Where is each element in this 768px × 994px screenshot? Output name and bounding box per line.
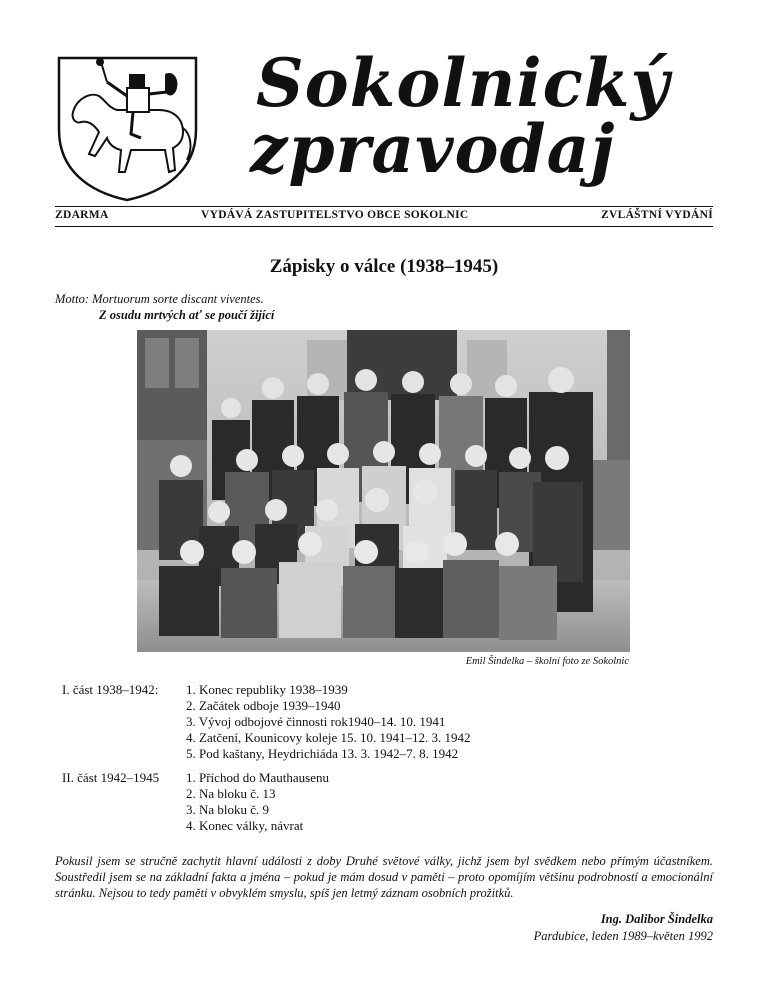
- title-line-1: Sokolnický: [256, 44, 670, 122]
- place-date: Pardubice, leden 1989–květen 1992: [533, 929, 713, 943]
- list-item: 2. Na bloku č. 13: [186, 786, 276, 801]
- list-item: 1. Konec republiky 1938–1939: [186, 682, 348, 697]
- strip-edition: ZVLÁŠTNÍ VYDÁNÍ: [601, 209, 713, 221]
- part-2-label: II. část 1942–1945: [62, 770, 160, 785]
- list-item: 1. Příchod do Mauthausenu: [186, 770, 329, 785]
- article-headline: Zápisky o válce (1938–1945): [269, 256, 499, 277]
- part-1-list: [186, 682, 606, 762]
- list-item: 3. Na bloku č. 9: [186, 802, 270, 817]
- list-item: 4. Zatčení, Kounicovy koleje 15. 10. 1941–12. 3. 1942: [186, 730, 471, 745]
- motto: [55, 291, 274, 323]
- list-item: 2. Začátek odboje 1939–1940: [186, 698, 341, 713]
- masthead-strip: [55, 209, 713, 225]
- list-item: 5. Pod kaštany, Heydrichiáda 13. 3. 1942–7. 8. 1942: [186, 746, 459, 761]
- photo-caption: Emil Šindelka – školní foto ze Sokolnic: [465, 656, 629, 667]
- falconer-on-horse-crest-icon: [55, 52, 200, 202]
- part-2-list: [186, 770, 606, 834]
- author-name: Ing. Dalibor Šindelka: [600, 912, 713, 926]
- class-photo-image: [137, 330, 630, 652]
- masthead-rule-bottom: [55, 226, 713, 227]
- motto-latin: Motto: Mortuorum sorte discant viventes.: [55, 292, 264, 306]
- author-signature: [534, 911, 713, 945]
- masthead-rule-top: [55, 206, 713, 207]
- list-item: 4. Konec války, návrat: [186, 818, 304, 833]
- municipal-crest: [55, 52, 200, 202]
- part-1-label: I. část 1938–1942:: [62, 682, 159, 697]
- newsletter-title: [250, 44, 720, 188]
- title-line-2: zpravodaj: [250, 110, 616, 188]
- intro-paragraph: Pokusil jsem se stručně zachytit hlavní události z doby Druhé světové války, jichž jsem byl svědkem nebo přímým účastníkem. Soustředil jsem se na základní fakta a jména – pokud je mám dosud v paměti – proto opomíjím většinu podrobností a emocionální stránku. Nejsou to tedy paměti v obvyklém smyslu, spíš jen letmý záznam osobních prožitků.: [55, 854, 713, 900]
- strip-price: ZDARMA: [55, 209, 109, 221]
- strip-publisher: VYDÁVÁ ZASTUPITELSTVO OBCE SOKOLNIC: [201, 209, 469, 221]
- list-item: 3. Vývoj odbojové činnosti rok1940–14. 10. 1941: [186, 714, 446, 729]
- school-class-photo: [137, 330, 630, 652]
- motto-czech: Z osudu mrtvých ať se poučí žijící: [99, 308, 275, 322]
